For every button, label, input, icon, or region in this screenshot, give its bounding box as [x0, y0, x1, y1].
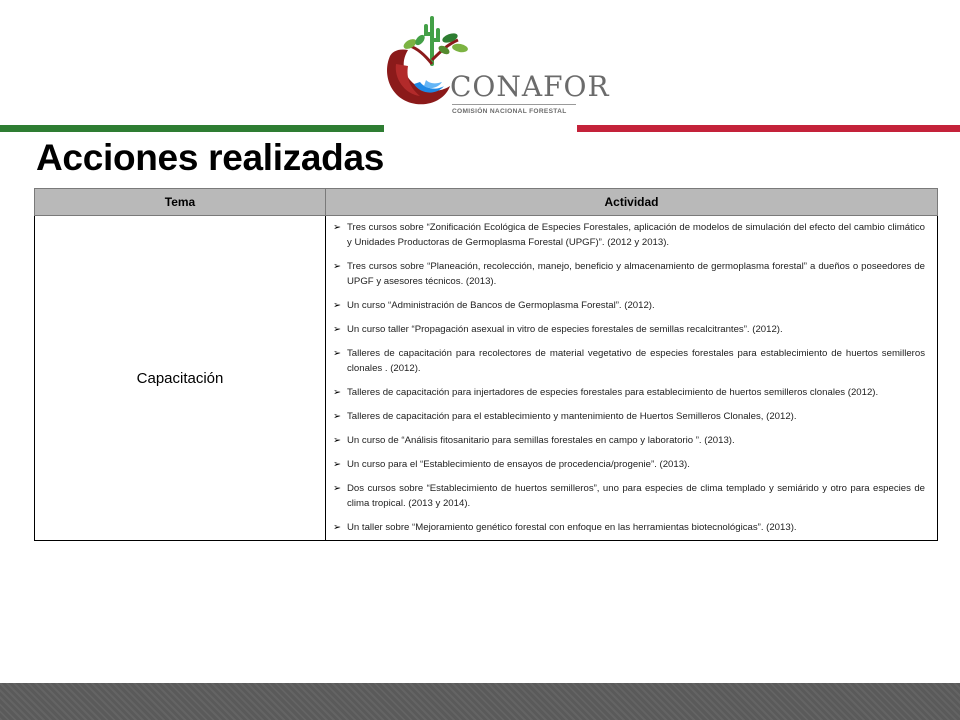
tema-cell: Capacitación: [35, 216, 326, 541]
header-actividad: Actividad: [326, 189, 938, 216]
list-item: [333, 409, 925, 424]
actividad-cell: [326, 216, 938, 541]
list-item: [333, 385, 925, 400]
activity-text: Dos cursos sobre “Establecimiento de huertos semilleros”, uno para especies de clima templado y semiárido y otro para especies de clima tropical. (2013 y 2014).: [347, 483, 925, 509]
arrow-bullet-icon: ➢: [333, 261, 342, 272]
footer-bar: [0, 683, 960, 720]
green-accent-bar: [0, 125, 384, 132]
activity-text: Un taller sobre “Mejoramiento genético forestal con enfoque en las herramientas biotecnológicas”. (2013).: [347, 522, 797, 533]
table-header-row: [35, 189, 938, 216]
red-accent-bar: [577, 125, 960, 132]
activity-text: Tres cursos sobre “Zonificación Ecológica de Especies Forestales, aplicación de modelos de simulación del efecto del cambio climático y Unidades Productoras de Germoplasma Forestal (UPGF)”. (2012 y 2013).: [347, 222, 925, 248]
list-item: [333, 259, 925, 289]
logo-name: CONAFOR: [450, 70, 610, 103]
list-item: [333, 520, 925, 535]
list-item: [333, 220, 925, 250]
table-row: [35, 216, 938, 541]
page-title: Acciones realizadas: [36, 137, 385, 178]
logo-divider: [452, 104, 576, 105]
activity-text: Un curso “Administración de Bancos de Germoplasma Forestal”. (2012).: [347, 300, 655, 311]
arrow-bullet-icon: ➢: [333, 411, 342, 422]
logo-subtitle: COMISIÓN NACIONAL FORESTAL: [452, 108, 567, 115]
activity-text: Un curso de “Análisis fitosanitario para semillas forestales en campo y laboratorio ”. (2013).: [347, 435, 735, 446]
arrow-bullet-icon: ➢: [333, 459, 342, 470]
arrow-bullet-icon: ➢: [333, 387, 342, 398]
arrow-bullet-icon: ➢: [333, 324, 342, 335]
list-item: [333, 346, 925, 376]
activity-text: Un curso taller “Propagación asexual in vitro de especies forestales de semillas recalcitrantes”. (2012).: [347, 324, 783, 335]
actions-table: [34, 188, 938, 541]
arrow-bullet-icon: ➢: [333, 300, 342, 311]
arrow-bullet-icon: ➢: [333, 483, 342, 494]
activity-text: Talleres de capacitación para recolectores de material vegetativo de especies forestales para establecimiento de huertos semilleros clonales . (2012).: [347, 348, 925, 374]
conafor-logo: [380, 14, 610, 115]
activity-list: [333, 220, 925, 535]
activity-text: Un curso para el “Establecimiento de ensayos de procedencia/progenie”. (2013).: [347, 459, 690, 470]
arrow-bullet-icon: ➢: [333, 222, 342, 233]
arrow-bullet-icon: ➢: [333, 522, 342, 533]
activity-text: Talleres de capacitación para injertadores de especies forestales para establecimiento de huertos semilleros clonales (2012).: [347, 387, 879, 398]
activity-text: Talleres de capacitación para el establecimiento y mantenimiento de Huertos Semilleros Clonales, (2012).: [347, 411, 797, 422]
list-item: [333, 322, 925, 337]
list-item: [333, 298, 925, 313]
list-item: [333, 481, 925, 511]
list-item: [333, 433, 925, 448]
list-item: [333, 457, 925, 472]
activity-text: Tres cursos sobre “Planeación, recolección, manejo, beneficio y almacenamiento de germoplasma forestal” a dueños o poseedores de UPGF y asesores técnicos. (2013).: [347, 261, 925, 287]
arrow-bullet-icon: ➢: [333, 435, 342, 446]
arrow-bullet-icon: ➢: [333, 348, 342, 359]
header-tema: Tema: [35, 189, 326, 216]
